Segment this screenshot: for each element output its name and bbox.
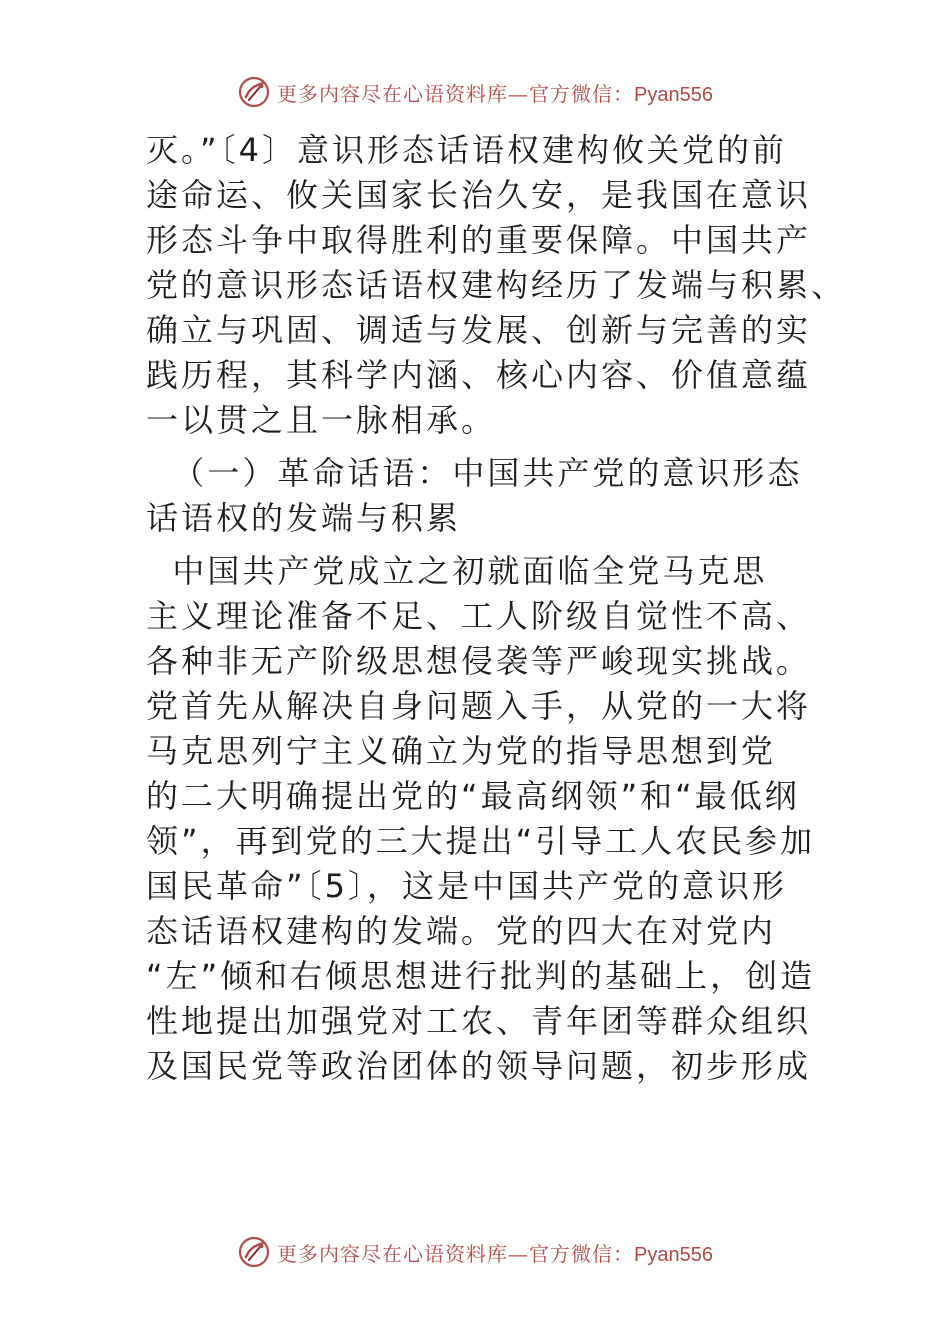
text-line: 的二大明确提出党的“最高纲领”和“最低纲 (146, 777, 800, 815)
text-line: 党的意识形态话语权建构经历了发端与积累、 (146, 266, 847, 304)
footer-banner-label: 更多内容尽在心语资料库—官方微信： (277, 1241, 635, 1266)
heading-line: （一）革命话语：中国共产党的意识形态 (146, 454, 803, 492)
text-line: 确立与巩固、调适与发展、创新与完善的实 (146, 311, 812, 349)
heading-line: 话语权的发端与积累 (146, 499, 462, 537)
text-line: 践历程，其科学内涵、核心内容、价值意蕴 (146, 356, 812, 394)
text-line: 态话语权建构的发端。党的四大在对党内 (146, 912, 777, 950)
text-line: 形态斗争中取得胜利的重要保障。中国共产 (146, 221, 812, 259)
paragraph-1 (146, 128, 846, 443)
text-line: 灭。”〔4〕意识形态话语权建构攸关党的前 (146, 131, 787, 169)
paragraph-2 (146, 549, 846, 1089)
document-body (146, 128, 846, 1089)
text-line: 中国共产党成立之初就面临全党马克思 (146, 552, 768, 590)
header-banner-id: Pyan556 (634, 83, 713, 106)
footer-banner-id: Pyan556 (634, 1243, 713, 1266)
header-watermark (0, 72, 950, 112)
text-line: 各种非无产阶级思想侵袭等严峻现实挑战。 (146, 642, 812, 680)
logo-icon (237, 1235, 271, 1269)
text-line: 途命运、攸关国家长治久安，是我国在意识 (146, 176, 812, 214)
text-line: 及国民党等政治团体的领导问题，初步形成 (146, 1047, 812, 1085)
header-banner-text (277, 78, 713, 107)
text-line: 马克思列宁主义确立为党的指导思想到党 (146, 732, 777, 770)
text-line: 国民革命”〔5〕，这是中国共产党的意识形 (146, 867, 787, 905)
footer-watermark (0, 1232, 950, 1272)
footer-banner-text (277, 1238, 713, 1267)
text-line: 一以贯之且一脉相承。 (146, 401, 497, 439)
text-line: 领”，再到党的三大提出“引导工人农民参加 (146, 822, 816, 860)
logo-icon (237, 75, 271, 109)
text-line: “左”倾和右倾思想进行批判的基础上，创造 (146, 957, 816, 995)
text-line: 主义理论准备不足、工人阶级自觉性不高、 (146, 597, 812, 635)
section-heading (146, 451, 846, 541)
header-banner-label: 更多内容尽在心语资料库—官方微信： (277, 81, 635, 106)
text-line: 党首先从解决自身问题入手，从党的一大将 (146, 687, 812, 725)
text-line: 性地提出加强党对工农、青年团等群众组织 (146, 1002, 812, 1040)
